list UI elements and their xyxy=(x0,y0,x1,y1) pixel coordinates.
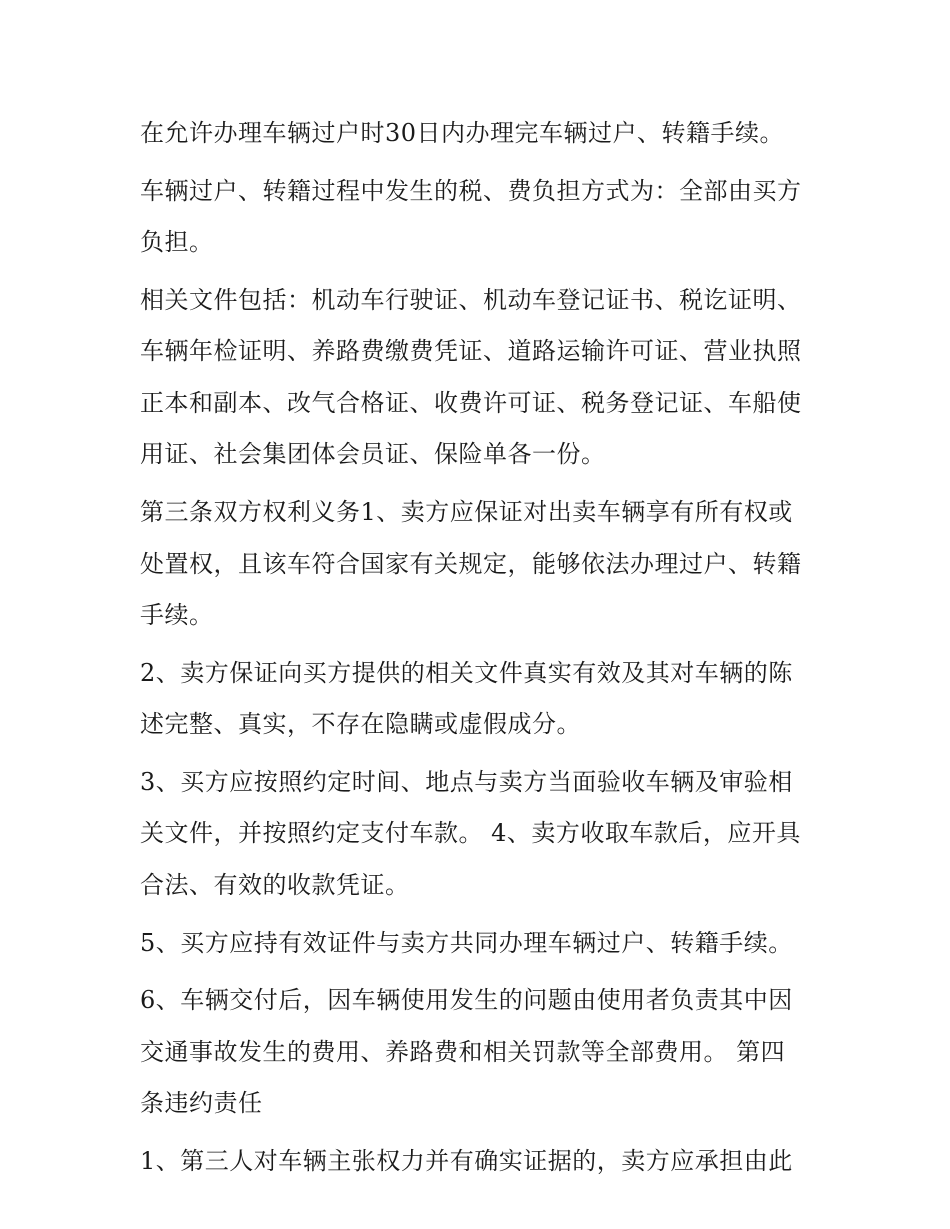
contract-text xyxy=(140,108,820,1194)
paragraph-item-3-4 xyxy=(140,757,820,912)
text-line: 第三条双方权利义务1、卖方应保证对出卖车辆享有所有权或 xyxy=(140,498,793,527)
text-line: 正本和副本、改气合格证、收费许可证、税务登记证、车船使 xyxy=(140,388,802,417)
text-line: 条违约责任 xyxy=(140,1089,263,1118)
text-line: 交通事故发生的费用、养路费和相关罚款等全部费用。 第四 xyxy=(140,1037,786,1066)
text-line: 5、买方应持有效证件与卖方共同办理车辆过户、转籍手续。 xyxy=(140,928,793,957)
paragraph-item-5 xyxy=(140,918,820,970)
paragraph-related-documents xyxy=(140,275,820,481)
text-line: 处置权，且该车符合国家有关规定，能够依法办理过户、转籍 xyxy=(140,549,802,578)
text-line: 合法、有效的收款凭证。 xyxy=(140,870,410,899)
paragraph-item-2 xyxy=(140,648,820,751)
text-line: 用证、社会集团体会员证、保险单各一份。 xyxy=(140,440,606,469)
text-line: 负担。 xyxy=(140,228,214,257)
text-line: 在允许办理车辆过户时30日内办理完车辆过户、转籍手续。 xyxy=(140,119,785,147)
text-line: 述完整、真实，不存在隐瞒或虚假成分。 xyxy=(140,710,581,739)
paragraph-item-6-article-four xyxy=(140,975,820,1130)
text-line: 3、买方应按照约定时间、地点与卖方当面验收车辆及审验相 xyxy=(140,767,793,796)
paragraph-tax-burden xyxy=(140,166,820,269)
text-line: 车辆年检证明、养路费缴费凭证、道路运输许可证、营业执照 xyxy=(140,337,802,366)
text-line: 关文件，并按照约定支付车款。 4、卖方收取车款后，应开具 xyxy=(140,819,801,848)
text-line: 相关文件包括：机动车行驶证、机动车登记证书、税讫证明、 xyxy=(140,285,802,314)
paragraph-liability-item-1 xyxy=(140,1136,820,1188)
text-line: 2、卖方保证向买方提供的相关文件真实有效及其对车辆的陈 xyxy=(140,658,793,687)
text-line: 手续。 xyxy=(140,601,214,630)
text-line: 车辆过户、转籍过程中发生的税、费负担方式为：全部由买方 xyxy=(140,176,802,205)
paragraph-article-three-item-1 xyxy=(140,487,820,642)
text-line: 6、车辆交付后，因车辆使用发生的问题由使用者负责其中因 xyxy=(140,986,793,1015)
text-line: 1、第三人对车辆主张权力并有确实证据的，卖方应承担由此 xyxy=(140,1147,793,1175)
paragraph-transfer-deadline xyxy=(140,108,820,160)
